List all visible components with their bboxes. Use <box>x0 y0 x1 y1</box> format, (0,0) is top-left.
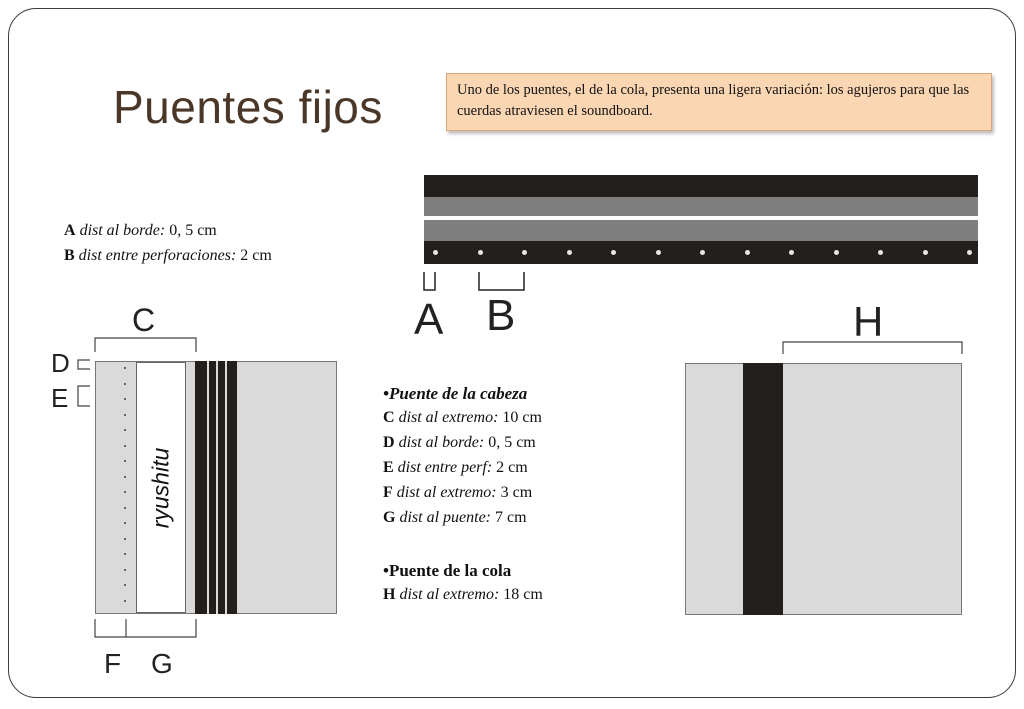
string-hole <box>656 250 661 255</box>
label-g: G <box>151 648 173 679</box>
head-hole <box>124 367 126 369</box>
label-e: E <box>51 383 69 413</box>
string-hole <box>878 250 883 255</box>
string-hole <box>834 250 839 255</box>
string-hole <box>923 250 928 255</box>
dimension-brackets-de <box>72 356 96 412</box>
string-hole <box>567 250 572 255</box>
label-d: D <box>51 348 70 378</box>
string-hole <box>967 250 972 255</box>
head-hole <box>124 553 126 555</box>
head-hole <box>124 507 126 509</box>
head-hole <box>124 445 126 447</box>
head-hole <box>124 383 126 385</box>
label-c: C <box>132 302 156 338</box>
head-hole <box>124 538 126 540</box>
page-title: Puentes fijos <box>113 81 383 133</box>
label-a: A <box>414 295 444 344</box>
head-hole <box>124 460 126 462</box>
string-hole <box>478 250 483 255</box>
ryushitu-label: ryushitu <box>147 447 174 528</box>
head-bridge-list: •Puente de la cabeza C dist al extremo: 10 cm D dist al borde: 0, 5 cm E dist entre perf: 2 cm F dist al extremo: 3 cm G dist al puente: 7 cm <box>383 384 542 526</box>
string-hole <box>433 250 438 255</box>
head-hole <box>124 569 126 571</box>
head-hole <box>124 429 126 431</box>
legend-b: B dist entre perforaciones: 2 cm <box>64 247 272 264</box>
note-box: Uno de los puentes, el de la cola, presenta una ligera variación: los agujeros para que las cuerdas atraviesen el soundboard. <box>446 73 992 131</box>
head-hole <box>124 491 126 493</box>
ryushitu-block <box>136 362 186 613</box>
label-b: B <box>486 291 516 340</box>
head-hole <box>124 584 126 586</box>
label-h: H <box>853 298 884 345</box>
head-hole <box>124 414 126 416</box>
string-hole <box>789 250 794 255</box>
dimension-brackets-ab <box>416 268 536 298</box>
label-f: F <box>104 648 122 679</box>
string-hole <box>522 250 527 255</box>
legend-a: A dist al borde: 0, 5 cm <box>64 222 217 239</box>
string-hole <box>745 250 750 255</box>
string-hole <box>700 250 705 255</box>
string-hole <box>611 250 616 255</box>
head-hole <box>124 522 126 524</box>
head-hole <box>124 476 126 478</box>
tail-bridge-list: •Puente de la cola H dist al extremo: 18 cm <box>383 561 543 603</box>
dimension-brackets-fg <box>90 617 202 643</box>
head-hole <box>124 398 126 400</box>
head-hole <box>124 600 126 602</box>
